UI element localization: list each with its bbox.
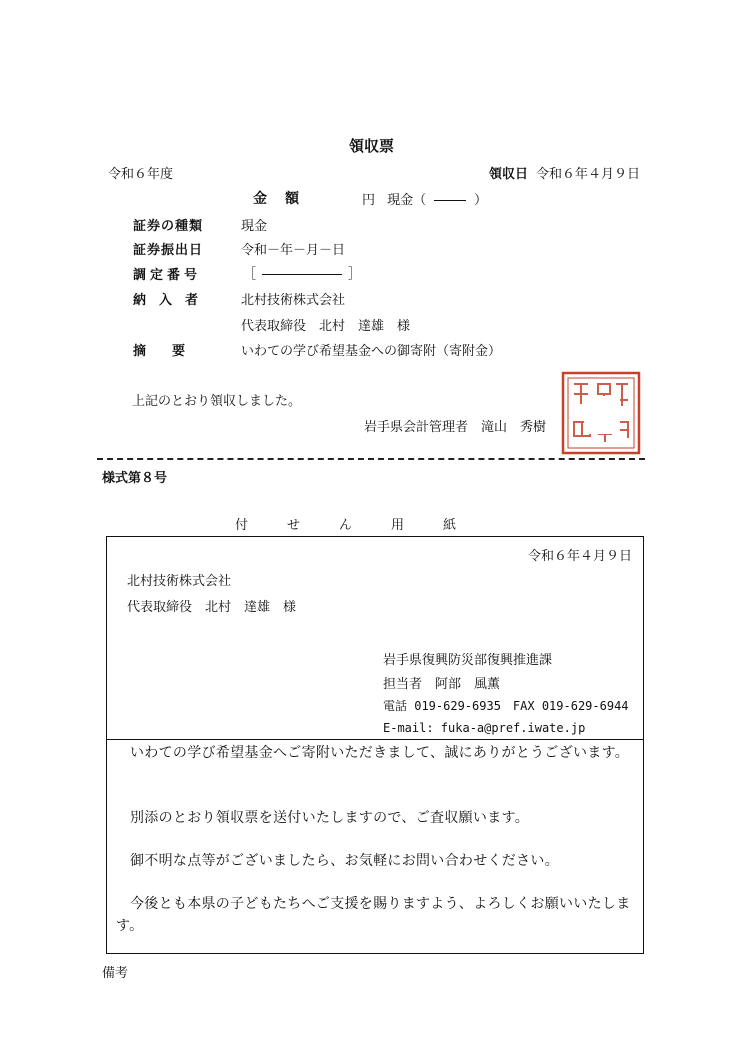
receipt-date: 令和６年４月９日 (536, 167, 641, 182)
sender-phone: 電話 019-629-6935 FAX 019-629-6944 (383, 699, 629, 713)
amount-label: 金 額 (253, 191, 301, 207)
message-enclosure: 別添のとおり領収票を送付いたしますので、ご査収願います。 (130, 810, 529, 826)
amount-field (362, 189, 487, 208)
receipt-date-label: 領収日 (489, 167, 529, 182)
note-recipient-company: 北村技術株式会社 (127, 574, 232, 589)
securities-type: 現金 (241, 219, 268, 234)
securities-date: 令和－年－月－日 (241, 243, 346, 258)
amount-unit: 円 (362, 193, 376, 208)
note-divider (106, 739, 644, 740)
securities-date-label: 証券振出日 (133, 243, 204, 258)
assessment-no-field (243, 263, 361, 282)
message-inquiry: 御不明な点等がございましたら、お気軽にお問い合わせください。 (130, 853, 559, 869)
message-support: 今後とも本県の子どもたちへご支援を賜りますよう、よろしくお願いいたします。 (116, 896, 631, 934)
sender-person: 担当者 阿部 風薫 (383, 677, 501, 692)
assessment-open-bracket: ［ (243, 267, 257, 282)
assessment-close-bracket: ］ (348, 267, 362, 282)
message-thanks: いわての学び希望基金へご寄附いただきまして、誠にありがとうございます。 (130, 745, 630, 761)
remarks-label: 備考 (102, 966, 129, 981)
official-seal-icon (560, 370, 642, 456)
signatory: 岩手県会計管理者 滝山 秀樹 (364, 420, 547, 435)
form-number: 様式第８号 (102, 471, 168, 486)
payer-label: 納 入 者 (133, 293, 199, 308)
payer-representative: 代表取締役 北村 達雄 様 (241, 319, 411, 334)
sender-department: 岩手県復興防災部復興推進課 (383, 653, 553, 668)
note-title: 付 せ ん 用 紙 (235, 518, 457, 533)
securities-type-label: 証券の種類 (133, 219, 204, 234)
cut-line (97, 458, 645, 460)
note-recipient-representative: 代表取締役 北村 達雄 様 (127, 600, 297, 615)
sender-email: E-mail: fuka-a@pref.iwate.jp (383, 721, 586, 735)
cash-blank-line (434, 200, 466, 201)
cash-close: ） (474, 193, 488, 208)
cash-label: 現金（ (387, 193, 427, 208)
summary-label: 摘 要 (133, 344, 186, 359)
received-statement: 上記のとおり領収しました。 (132, 394, 302, 409)
assessment-blank-line (262, 274, 342, 275)
assessment-no-label: 調定番号 (133, 268, 202, 283)
summary-text: いわての学び希望基金への御寄附（寄附金） (241, 344, 502, 359)
fiscal-year: 令和６年度 (108, 167, 174, 182)
receipt-title: 領収票 (349, 137, 395, 155)
payer-company: 北村技術株式会社 (241, 293, 346, 308)
note-date: 令和６年４月９日 (528, 549, 633, 564)
